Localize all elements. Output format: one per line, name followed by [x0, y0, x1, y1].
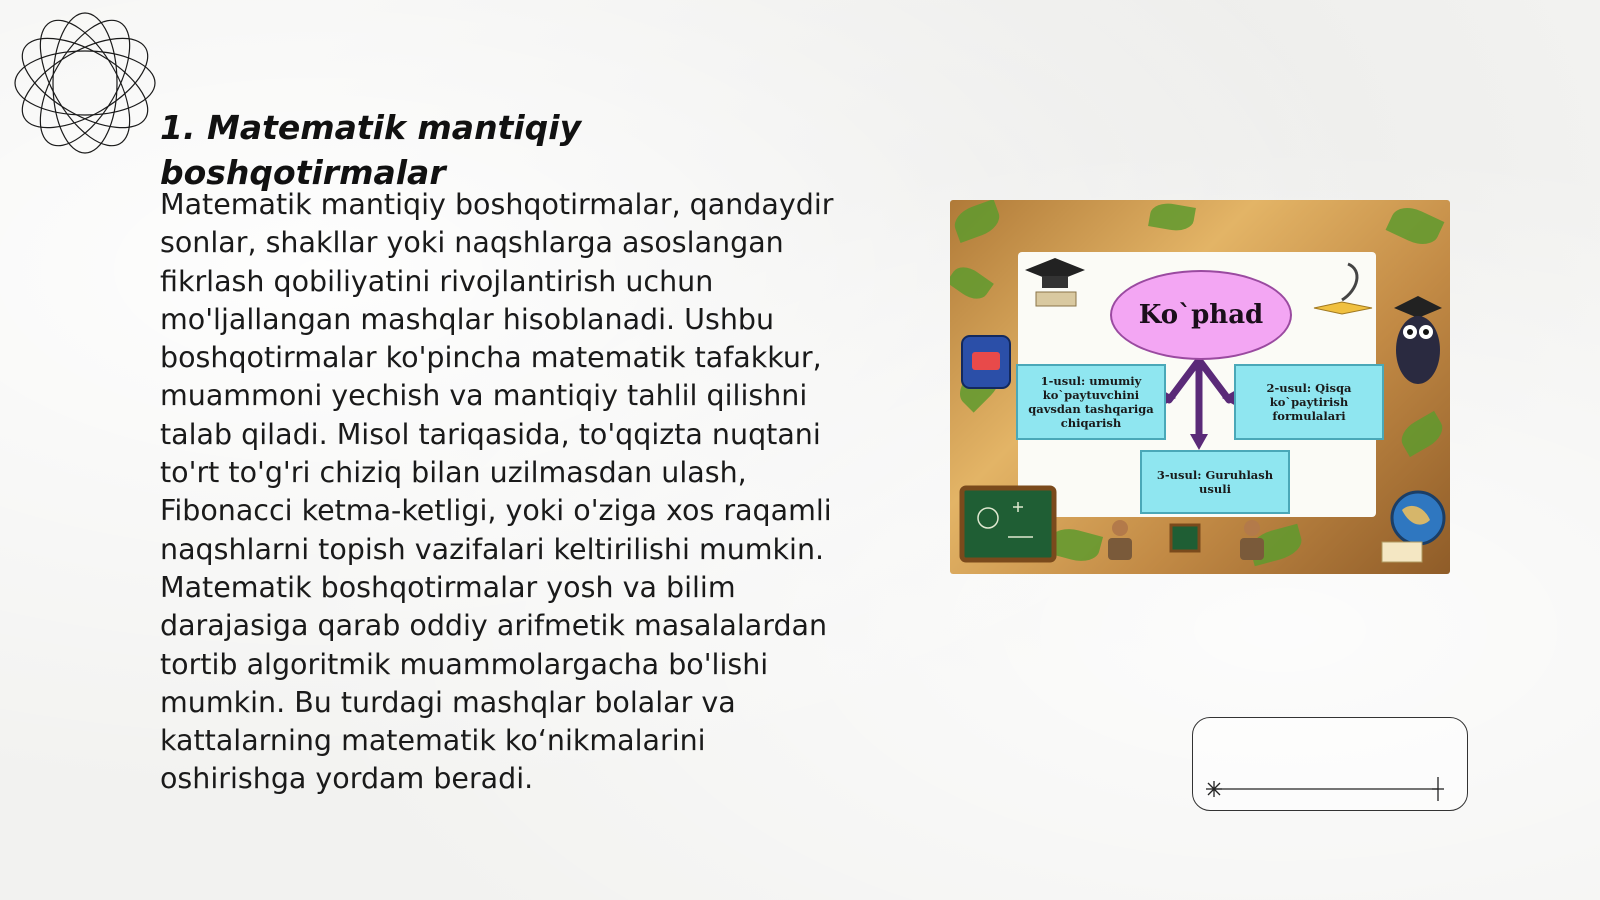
polynomial-diagram: [950, 200, 1450, 574]
method-1-box: 1-usul: umumiy ko`paytuvchini qavsdan tashqariga chiqarish: [1016, 364, 1166, 440]
slide-body-text: Matematik mantiqiy boshqotirmalar, qandaydir sonlar, shakllar yoki naqshlarga asoslangan fikrlash qobiliyatini rivojlantirish uchun mo'ljallangan mashqlar hisoblanadi. Ushbu boshqotirmalar ko'pincha matematik tafakkur, muammoni yechish va mantiqiy tahlil qilishni talab qiladi. Misol tariqasida, to'qqizta nuqtani to'rt to'g'ri chiziq bilan uzilmasdan ulash, Fibonacci ketma-ketligi, yoki o'ziga xos raqamli naqshlarni topish vazifalari keltirilishi mumkin. Matematik boshqotirmalar yosh va bilim darajasiga qarab oddiy arifmetik masalalardan tortib algoritmik muammolargacha bo'lishi mumkin. Bu turdagi mashqlar bolalar va kattalarning matematik ko‘nikmalarini oshirishga yordam beradi.: [160, 188, 834, 796]
method-3-box: 3-usul: Guruhlash usuli: [1140, 450, 1290, 514]
center-concept: Ko`phad: [1110, 270, 1292, 360]
timeline-icon: [1192, 717, 1468, 811]
method-2-box: 2-usul: Qisqa ko`paytirish formulalari: [1234, 364, 1384, 440]
slide-title: 1. Matematik mantiqiy boshqotirmalar: [160, 108, 582, 192]
rosette-icon: [12, 10, 158, 156]
